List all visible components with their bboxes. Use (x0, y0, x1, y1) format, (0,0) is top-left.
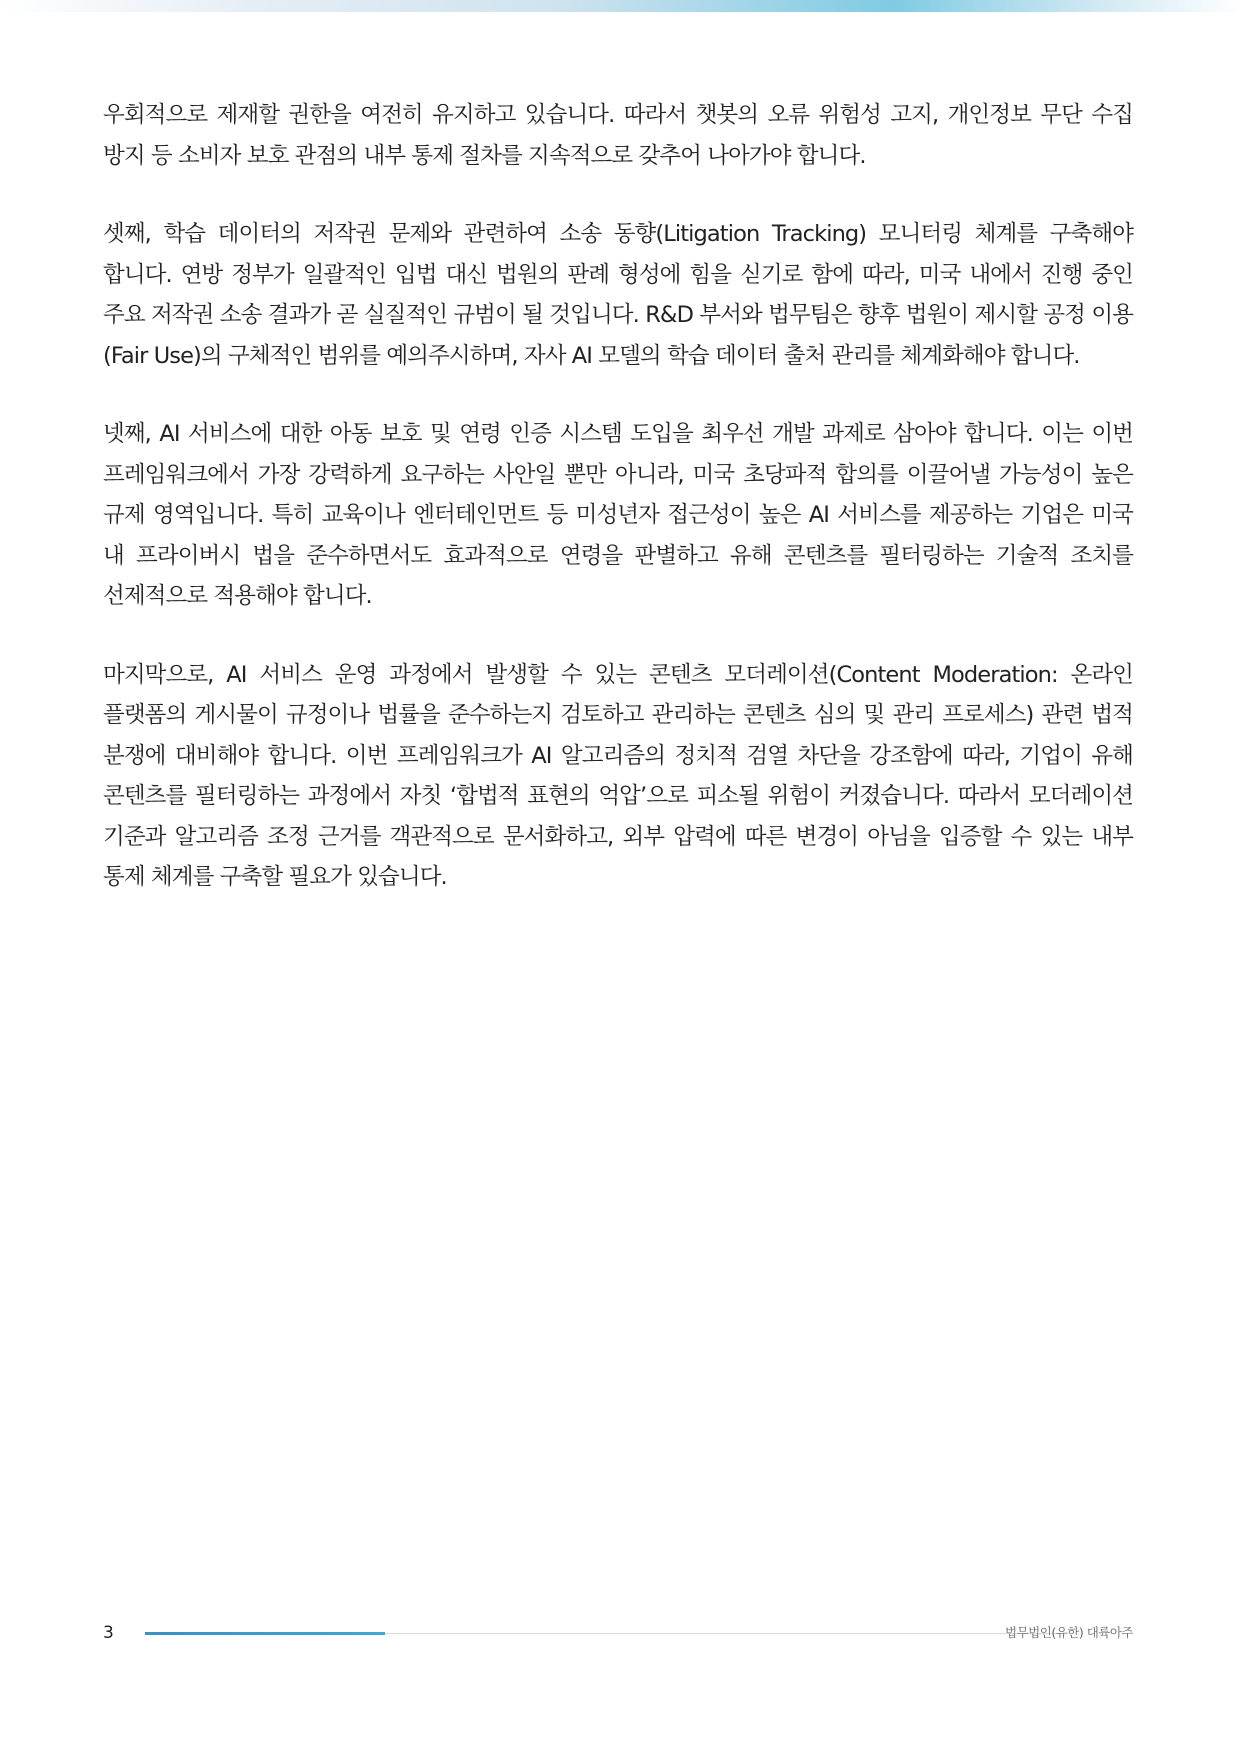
paragraph-child-protection: 넷째, AI 서비스에 대한 아동 보호 및 연령 인증 시스템 도입을 최우선 개발 과제로 삼아야 합니다. 이는 이번 프레임워크에서 가장 강력하게 요구하는 사안일 뿐만 아니라, 미국 초당파적 합의를 이끌어낼 가능성이 높은 규제 영역입니다. 특히 교육이나 엔터테인먼트 등 미성년자 접근성이 높은 AI 서비스를 제공하는 기업은 미국 내 프라이버시 법을 준수하면서도 효과적으로 연령을 판별하고 유해 콘텐츠를 필터링하는 기술적 조치를 선제적으로 적용해야 합니다. (103, 421, 1133, 609)
document-body (103, 95, 1133, 936)
paragraph-consumer-protection: 우회적으로 제재할 권한을 여전히 유지하고 있습니다. 따라서 챗봇의 오류 위험성 고지, 개인정보 무단 수집 방지 등 소비자 보호 관점의 내부 통제 절차를 지속적으로 갖추어 나아가야 합니다. (103, 102, 1133, 169)
footer-accent-line (145, 1632, 385, 1635)
page-number: 3 (103, 1623, 114, 1643)
top-decorative-band (0, 0, 1241, 12)
firm-name: 법무법인(유한) 대륙아주 (1005, 1625, 1133, 1640)
paragraph-content-moderation: 마지막으로, AI 서비스 운영 과정에서 발생할 수 있는 콘텐츠 모더레이션(Content Moderation: 온라인 플랫폼의 게시물이 규정이나 법률을 준수하는지 검토하고 관리하는 콘텐츠 심의 및 관리 프로세스) 관련 법적 분쟁에 대비해야 합니다. 이번 프레임워크가 AI 알고리즘의 정치적 검열 차단을 강조함에 따라, 기업이 유해 콘텐츠를 필터링하는 과정에서 자칫 ‘합법적 표현의 억압’으로 피소될 위험이 커졌습니다. 따라서 모더레이션 기준과 알고리즘 조정 근거를 객관적으로 문서화하고, 외부 압력에 따른 변경이 아님을 입증할 수 있는 내부 통제 체계를 구축할 필요가 있습니다. (103, 661, 1133, 890)
paragraph-copyright-litigation: 셋째, 학습 데이터의 저작권 문제와 관련하여 소송 동향(Litigation Tracking) 모니터링 체계를 구축해야 합니다. 연방 정부가 일괄적인 입법 대신 법원의 판례 형성에 힘을 싣기로 함에 따라, 미국 내에서 진행 중인 주요 저작권 소송 결과가 곧 실질적인 규범이 될 것입니다. R&D 부서와 법무팀은 향후 법원이 제시할 공정 이용(Fair Use)의 구체적인 범위를 예의주시하며, 자사 AI 모델의 학습 데이터 출처 관리를 체계화해야 합니다. (103, 221, 1133, 369)
page-footer (103, 1620, 1133, 1646)
